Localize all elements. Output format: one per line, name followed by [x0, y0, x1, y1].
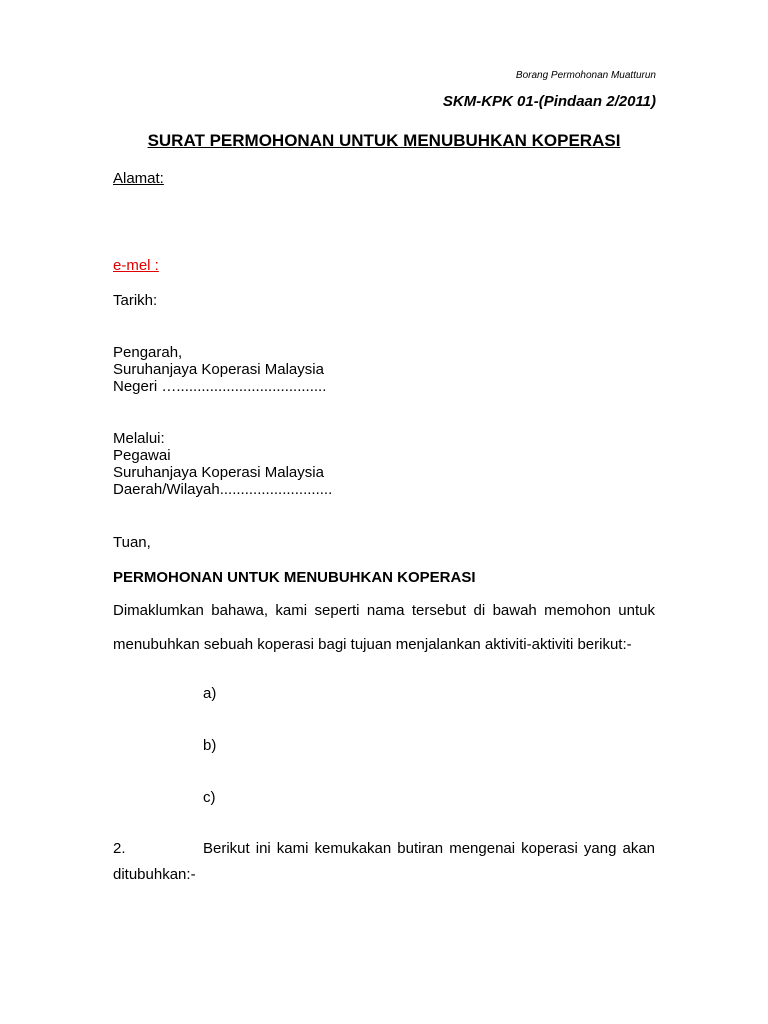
recipient-block: [113, 344, 326, 395]
paragraph-1-line: Dimaklumkan bahawa, kami seperti nama tersebut di bawah memohon untuk: [113, 602, 655, 619]
via-line: Suruhanjaya Koperasi Malaysia: [113, 464, 324, 481]
subject-heading: PERMOHONAN UNTUK MENUBUHKAN KOPERASI: [113, 569, 476, 586]
email-label: e-mel :: [113, 257, 159, 274]
list-item-c: c): [203, 789, 216, 806]
via-block: [113, 430, 332, 498]
paragraph-2-line: Berikut ini kami kemukakan butiran mengenai koperasi yang akan: [203, 840, 655, 857]
form-note: Borang Permohonan Muatturun: [515, 70, 656, 81]
recipient-line: Pengarah,: [113, 344, 183, 361]
list-item-b: b): [203, 737, 217, 754]
alamat-label: Alamat:: [113, 170, 164, 187]
tarikh-label: Tarikh:: [113, 292, 158, 309]
salutation: Tuan,: [113, 534, 151, 551]
paragraph-2-number: 2.: [113, 840, 126, 857]
recipient-line: Suruhanjaya Koperasi Malaysia: [113, 361, 324, 378]
list-item-a: a): [203, 685, 217, 702]
recipient-line: Negeri …....................................: [113, 378, 327, 395]
paragraph-1-line: menubuhkan sebuah koperasi bagi tujuan menjalankan aktiviti-aktiviti berikut:-: [113, 636, 632, 653]
document-title: SURAT PERMOHONAN UNTUK MENUBUHKAN KOPERASI: [147, 131, 621, 150]
via-line: Melalui:: [113, 430, 165, 447]
paragraph-2-line: ditubuhkan:-: [113, 866, 196, 883]
via-line: Daerah/Wilayah...........................: [113, 481, 333, 498]
paragraph-1: [113, 594, 655, 662]
form-code: SKM-KPK 01-(Pindaan 2/2011): [442, 93, 656, 110]
via-line: Pegawai: [113, 447, 171, 464]
